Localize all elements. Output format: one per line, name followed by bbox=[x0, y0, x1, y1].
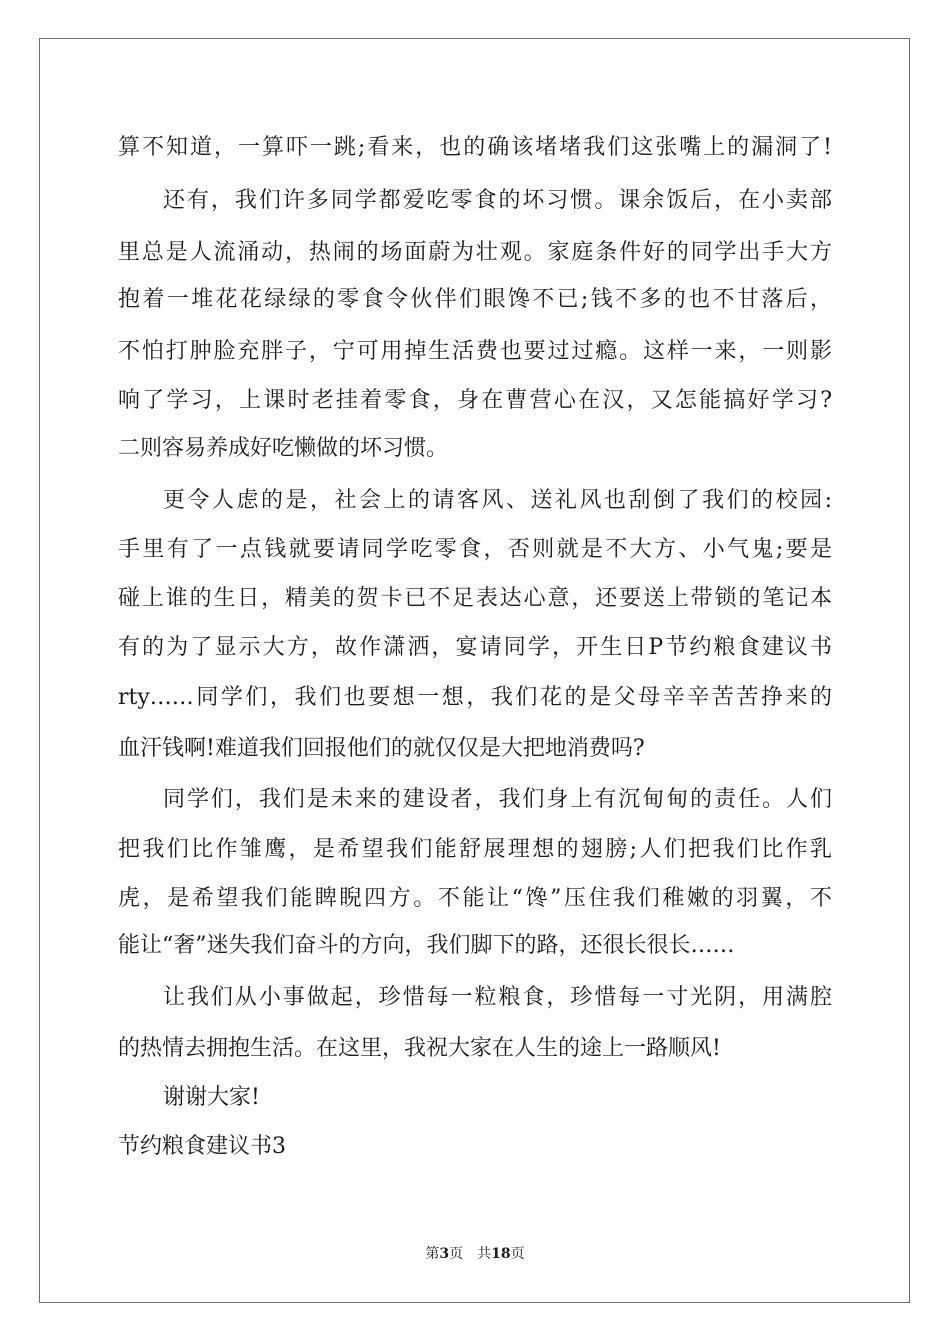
text-line: 同学们，我们是未来的建设者，我们身上有沉甸甸的责任。人们 bbox=[163, 787, 832, 812]
text-line: 响了学习，上课时老挂着零食，身在曹营心在汉，又怎能搞好学习? bbox=[118, 388, 832, 413]
page-footer bbox=[0, 1243, 950, 1263]
text-line: 抱着一堆花花绿绿的零食令伙伴们眼馋不已;钱不多的也不甘落后， bbox=[118, 287, 832, 312]
text-line: 的热情去拥抱生活。在这里，我祝大家在人生的途上一路顺风! bbox=[118, 1036, 721, 1061]
text-line: 能让“奢”迷失我们奋斗的方向，我们脚下的路，还很长很长…… bbox=[118, 933, 735, 958]
text-line: 谢谢大家! bbox=[163, 1085, 260, 1110]
text-line: rty……同学们，我们也要想一想，我们花的是父母辛辛苦苦挣来的 bbox=[118, 685, 832, 710]
text-line: 把我们比作雏鹰，是希望我们能舒展理想的翅膀;人们把我们比作乳 bbox=[118, 837, 832, 862]
text-line: 不怕打肿脸充胖子，宁可用掉生活费也要过过瘾。这样一来，一则影 bbox=[118, 339, 832, 364]
text-line: 虎，是希望我们能睥睨四方。不能让“馋”压住我们稚嫩的羽翼，不 bbox=[118, 886, 832, 911]
text-line: 手里有了一点钱就要请同学吃零食，否则就是不大方、小气鬼;要是 bbox=[118, 537, 832, 562]
footer-suffix: 页 bbox=[510, 1246, 525, 1262]
text-line: 有的为了显示大方，故作潇洒，宴请同学，开生日P节约粮食建议书 bbox=[118, 635, 832, 660]
text-line: 血汗钱啊!难道我们回报他们的就仅仅是大把地消费吗? bbox=[118, 736, 645, 761]
text-line: 还有，我们许多同学都爱吃零食的坏习惯。课余饭后，在小卖部 bbox=[163, 188, 832, 213]
text-line: 里总是人流涌动，热闹的场面蔚为壮观。家庭条件好的同学出手大方 bbox=[118, 240, 832, 265]
page-current: 3 bbox=[439, 1246, 450, 1262]
page-border bbox=[39, 38, 910, 1303]
text-line: 算不知道，一算吓一跳;看来，也的确该堵堵我们这张嘴上的漏洞了! bbox=[118, 135, 832, 160]
text-line: 二则容易养成好吃懒做的坏习惯。 bbox=[118, 436, 449, 461]
footer-mid: 页 共 bbox=[449, 1246, 492, 1262]
text-line: 更令人虑的是，社会上的请客风、送礼风也刮倒了我们的校园: bbox=[163, 488, 832, 513]
text-line: 让我们从小事做起，珍惜每一粒粮食，珍惜每一寸光阴，用满腔 bbox=[163, 985, 832, 1010]
text-line: 碰上谁的生日，精美的贺卡已不足表达心意，还要送上带锁的笔记本 bbox=[118, 586, 832, 611]
section-heading: 节约粮食建议书3 bbox=[118, 1134, 286, 1159]
page-total: 18 bbox=[491, 1246, 511, 1262]
footer-prefix: 第 bbox=[425, 1246, 440, 1262]
